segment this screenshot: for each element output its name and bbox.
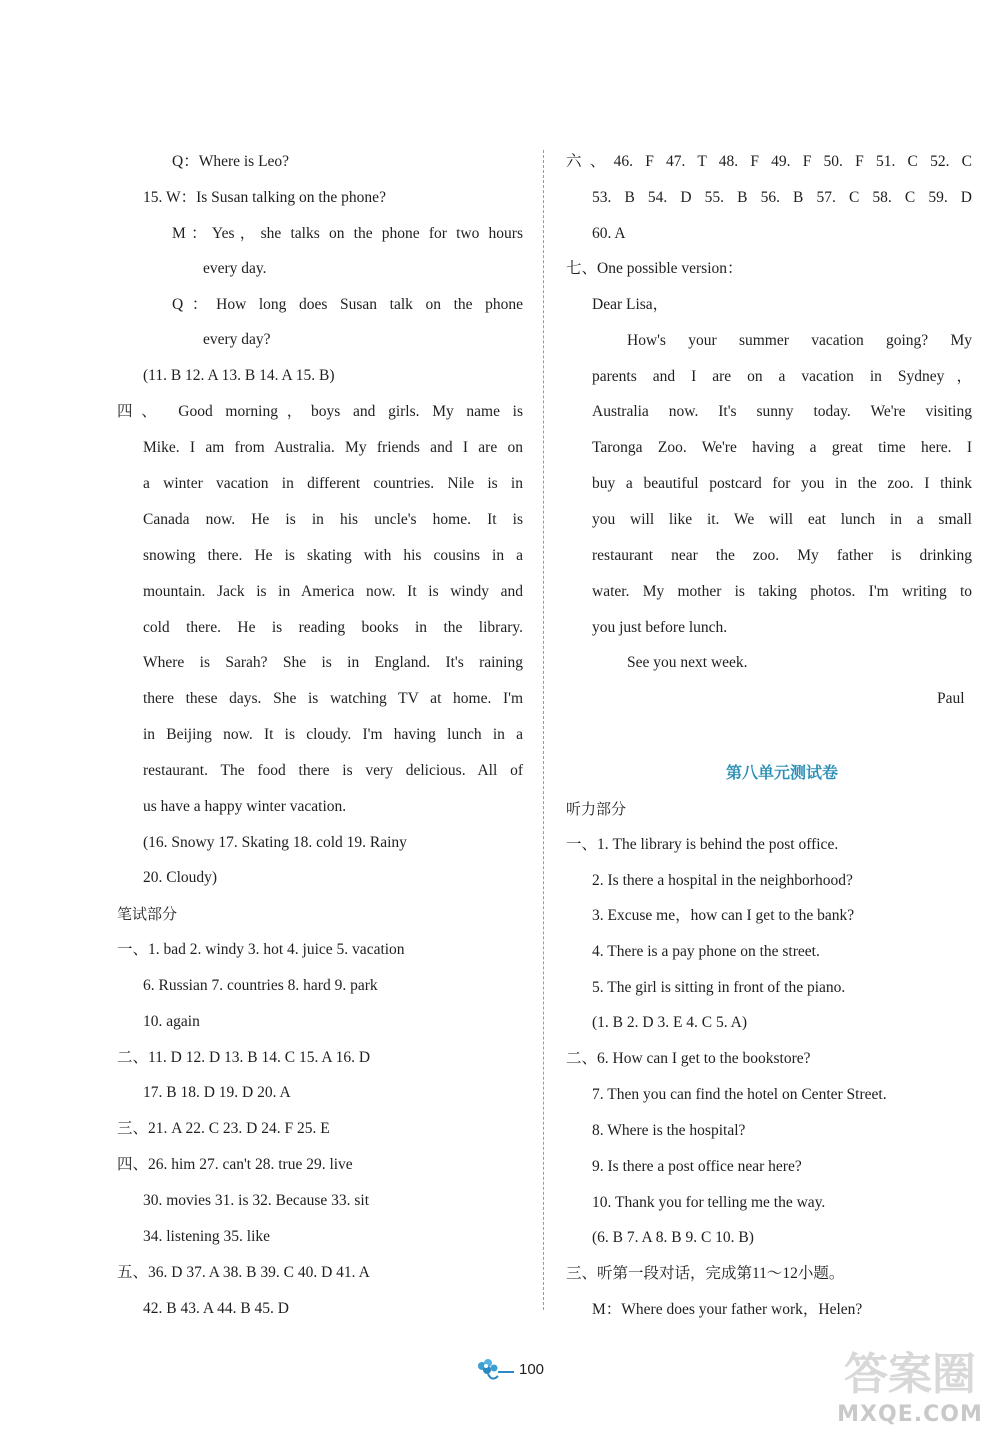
text-line: Q：Where is Leo? (172, 153, 290, 170)
letter-line: Taronga Zoo. We're having a great time here. I (592, 439, 972, 456)
text-line: 7. Then you can find the hotel on Center Street. (592, 1086, 887, 1103)
answer-line: 七、One possible version： (566, 260, 743, 277)
answer-line: 五、36. D 37. A 38. B 39. C 40. D 41. A (117, 1264, 370, 1281)
flower-ornament-icon (474, 1356, 516, 1384)
passage-line: us have a happy winter vacation. (143, 798, 347, 815)
passage-line: 四、 Good morning，boys and girls. My name is (117, 403, 523, 420)
watermark (830, 1350, 990, 1432)
text-line: 10. Thank you for telling me the way. (592, 1194, 826, 1211)
passage-line: Canada now. He is in his uncle's home. It is (143, 511, 523, 528)
answer-line: 34. listening 35. like (143, 1228, 271, 1245)
answer-line: 四、26. him 27. can't 28. true 29. live (117, 1156, 353, 1173)
letter-line: parents and I are on a vacation in Sydney， (592, 368, 972, 385)
answer-key-line: (11. B 12. A 13. B 14. A 15. B) (143, 367, 335, 384)
answer-line: 三、21. A 22. C 23. D 24. F 25. E (117, 1120, 330, 1137)
passage-line: restaurant. The food there is very delicious. All of (143, 762, 523, 779)
watermark-site: MXQE.COM (837, 1402, 983, 1427)
text-line: every day. (203, 260, 267, 277)
answer-key-line: (16. Snowy 17. Skating 18. cold 19. Rainy (143, 834, 407, 851)
text-line: 5. The girl is sitting in front of the piano. (592, 979, 846, 996)
answer-line: 42. B 43. A 44. B 45. D (143, 1300, 289, 1317)
letter-greeting: Dear Lisa， (592, 296, 669, 313)
answer-line: 10. again (143, 1013, 200, 1030)
text-line: M：Yes，she talks on the phone for two hours (172, 225, 523, 242)
unit-title: 第八单元测试卷 (725, 763, 838, 782)
answer-line: 6. Russian 7. countries 8. hard 9. park (143, 977, 378, 994)
passage-line: mountain. Jack is in America now. It is windy and (143, 583, 523, 600)
answer-line: 一、1. bad 2. windy 3. hot 4. juice 5. vacation (117, 941, 405, 958)
letter-line: Australia now. It's sunny today. We're visiting (592, 403, 972, 420)
text-line: M：Where does your father work，Helen? (592, 1301, 863, 1318)
letter-closing: See you next week. (627, 654, 748, 671)
letter-line: water. My mother is taking photos. I'm writing to (592, 583, 972, 600)
passage-line: Mike. I am from Australia. My friends and I are on (143, 439, 523, 456)
passage-line: in Beijing now. It is cloudy. I'm having lunch in a (143, 726, 523, 743)
passage-line: snowing there. He is skating with his cousins in a (143, 547, 523, 564)
text-line: 4. There is a pay phone on the street. (592, 943, 820, 960)
text-line: 一、1. The library is behind the post office. (566, 836, 839, 853)
letter-line: restaurant near the zoo. My father is drinking (592, 547, 972, 564)
text-line: 二、6. How can I get to the bookstore? (566, 1050, 811, 1067)
text-line: 2. Is there a hospital in the neighborhood? (592, 872, 853, 889)
passage-line: cold there. He is reading books in the library. (143, 619, 523, 636)
answer-line: 二、11. D 12. D 13. B 14. C 15. A 16. D (117, 1049, 371, 1066)
answer-key-line: 20. Cloudy) (143, 869, 218, 886)
text-line: 三、听第一段对话，完成第11～12小题。 (566, 1265, 845, 1282)
section-heading: 笔试部分 (117, 905, 178, 923)
answer-line: 60. A (592, 225, 626, 242)
passage-line: a winter vacation in different countries. Nile is in (143, 475, 523, 492)
passage-line: Where is Sarah? She is in England. It's raining (143, 654, 523, 671)
text-line: 3. Excuse me，how can I get to the bank? (592, 907, 855, 924)
answer-line: 17. B 18. D 19. D 20. A (143, 1084, 291, 1101)
letter-line: you just before lunch. (592, 619, 728, 636)
page-number: 100 (519, 1361, 545, 1378)
passage-line: there these days. She is watching TV at home. I'm (143, 690, 523, 707)
answer-line: 53. B 54. D 55. B 56. B 57. C 58. C 59. D (592, 189, 972, 206)
answer-key-line: (1. B 2. D 3. E 4. C 5. A) (592, 1014, 747, 1031)
text-line: every day? (203, 331, 271, 348)
column-divider (543, 150, 544, 1310)
text-line: Q：How long does Susan talk on the phone (172, 296, 523, 313)
section-heading: 听力部分 (566, 800, 627, 818)
letter-signature: Paul (937, 690, 965, 707)
letter-line: How's your summer vacation going? My (627, 332, 972, 349)
text-line: 9. Is there a post office near here? (592, 1158, 802, 1175)
text-line: 15. W：Is Susan talking on the phone? (143, 189, 386, 206)
text-line: 8. Where is the hospital? (592, 1122, 746, 1139)
letter-line: you will like it. We will eat lunch in a small (592, 511, 972, 528)
watermark-logo: 答案圈 (844, 1349, 976, 1400)
answer-line: 六、46. F 47. T 48. F 49. F 50. F 51. C 52. C (566, 153, 972, 170)
answer-line: 30. movies 31. is 32. Because 33. sit (143, 1192, 370, 1209)
answer-key-line: (6. B 7. A 8. B 9. C 10. B) (592, 1229, 754, 1246)
letter-line: buy a beautiful postcard for you in the zoo. I think (592, 475, 972, 492)
